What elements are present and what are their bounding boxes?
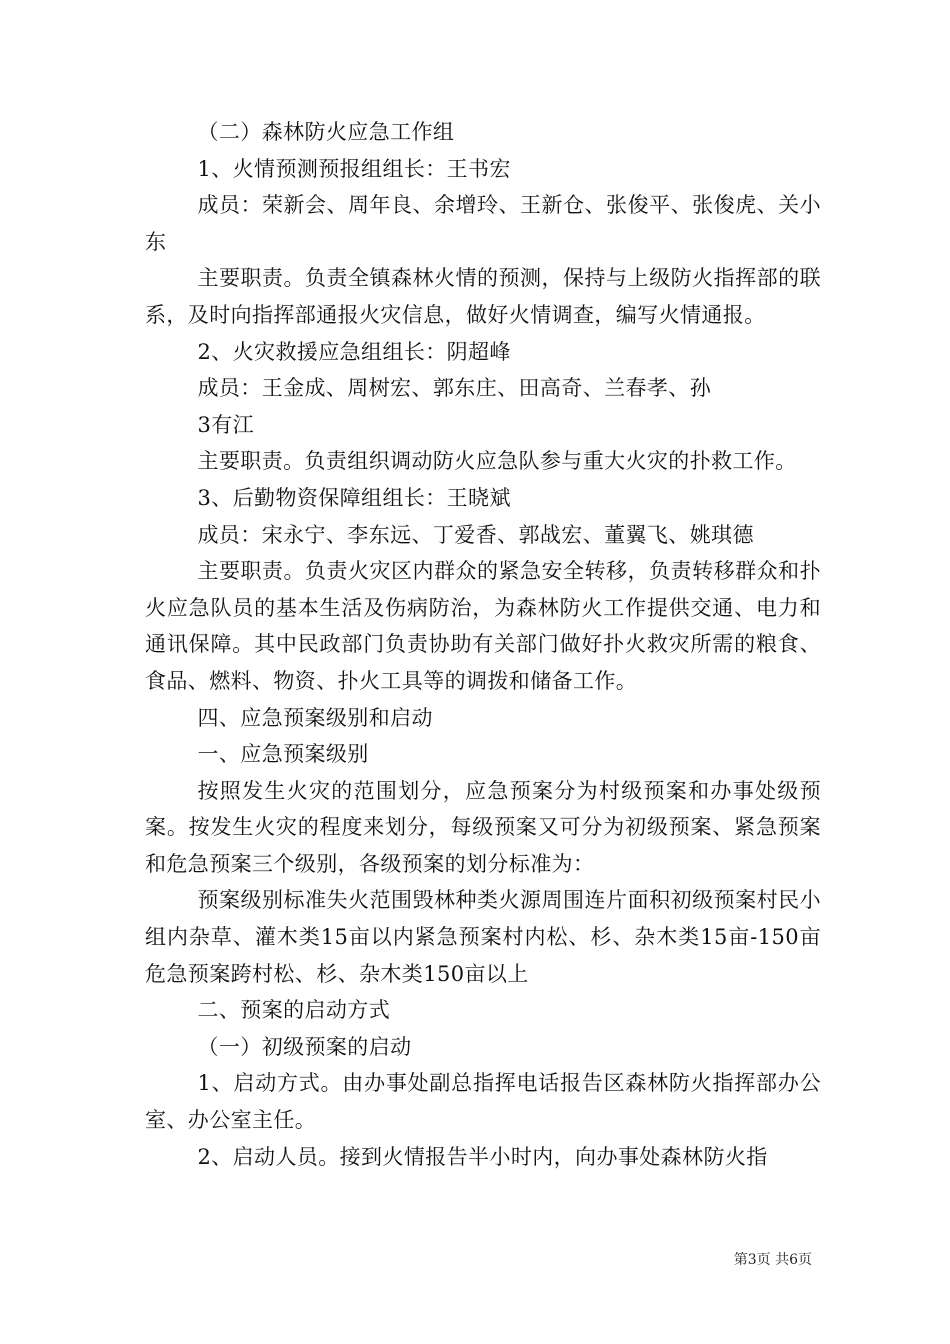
subsection-heading-initial-plan-activation: （一）初级预案的启动 bbox=[197, 1034, 412, 1059]
group-2-leader: 2、火灾救援应急组组长：阴超峰 bbox=[197, 339, 511, 364]
group-2-members: 成员：王金成、周树宏、郭东庄、田高奇、兰春孝、孙 bbox=[197, 376, 712, 401]
group-3-members: 成员：宋永宁、李东远、丁爱香、郭战宏、董翼飞、姚琪德 bbox=[197, 522, 754, 547]
subsection-heading-plan-levels: 一、应急预案级别 bbox=[197, 742, 369, 767]
group-1-members: 成员：荣新会、周年良、余增玲、王新仓、张俊平、张俊虎、关小东 bbox=[145, 193, 821, 254]
document-body bbox=[145, 114, 821, 1175]
group-3-duties: 主要职责。负责火灾区内群众的紧急安全转移，负责转移群众和扑火应急队员的基本生活及伤病防治，为森林防火工作提供交通、电力和通讯保障。其中民政部门负责协助有关部门做好扑火救灾所需的粮食、食品、燃料、物资、扑火工具等的调拨和储备工作。 bbox=[145, 559, 821, 693]
plan-levels-description: 按照发生火灾的范围划分，应急预案分为村级预案和办事处级预案。按发生火灾的程度来划分，每级预案又可分为初级预案、紧急预案和危急预案三个级别，各级预案的划分标准为： bbox=[145, 778, 821, 876]
group-3-leader: 3、后勤物资保障组组长：王晓斌 bbox=[197, 485, 511, 510]
activation-method: 1、启动方式。由办事处副总指挥电话报告区森林防火指挥部办公室、办公室主任。 bbox=[145, 1071, 821, 1133]
subsection-heading-activation-methods: 二、预案的启动方式 bbox=[197, 998, 391, 1023]
section-heading-emergency-groups: （二）森林防火应急工作组 bbox=[197, 120, 455, 144]
section-heading-plan-levels-and-activation: 四、应急预案级别和启动 bbox=[197, 705, 433, 730]
group-1-leader: 1、火情预测预报组组长：王书宏 bbox=[197, 156, 511, 181]
group-2-duties: 主要职责。负责组织调动防火应急队参与重大火灾的扑救工作。 bbox=[197, 449, 797, 474]
activation-personnel: 2、启动人员。接到火情报告半小时内，向办事处森林防火指 bbox=[197, 1144, 768, 1169]
plan-levels-standards: 预案级别标准失火范围毁林种类火源周围连片面积初级预案村民小组内杂草、灌木类15亩以内紧急预案村内松、杉、杂木类15亩-150亩危急预案跨村松、杉、杂木类150亩以上 bbox=[145, 888, 821, 986]
page-number: 第3页 共6页 bbox=[733, 1252, 812, 1268]
group-1-duties: 主要职责。负责全镇森林火情的预测，保持与上级防火指挥部的联系，及时向指挥部通报火灾信息，做好火情调查，编写火情通报。 bbox=[145, 266, 821, 327]
group-2-members-continued: 3有江 bbox=[197, 412, 255, 437]
